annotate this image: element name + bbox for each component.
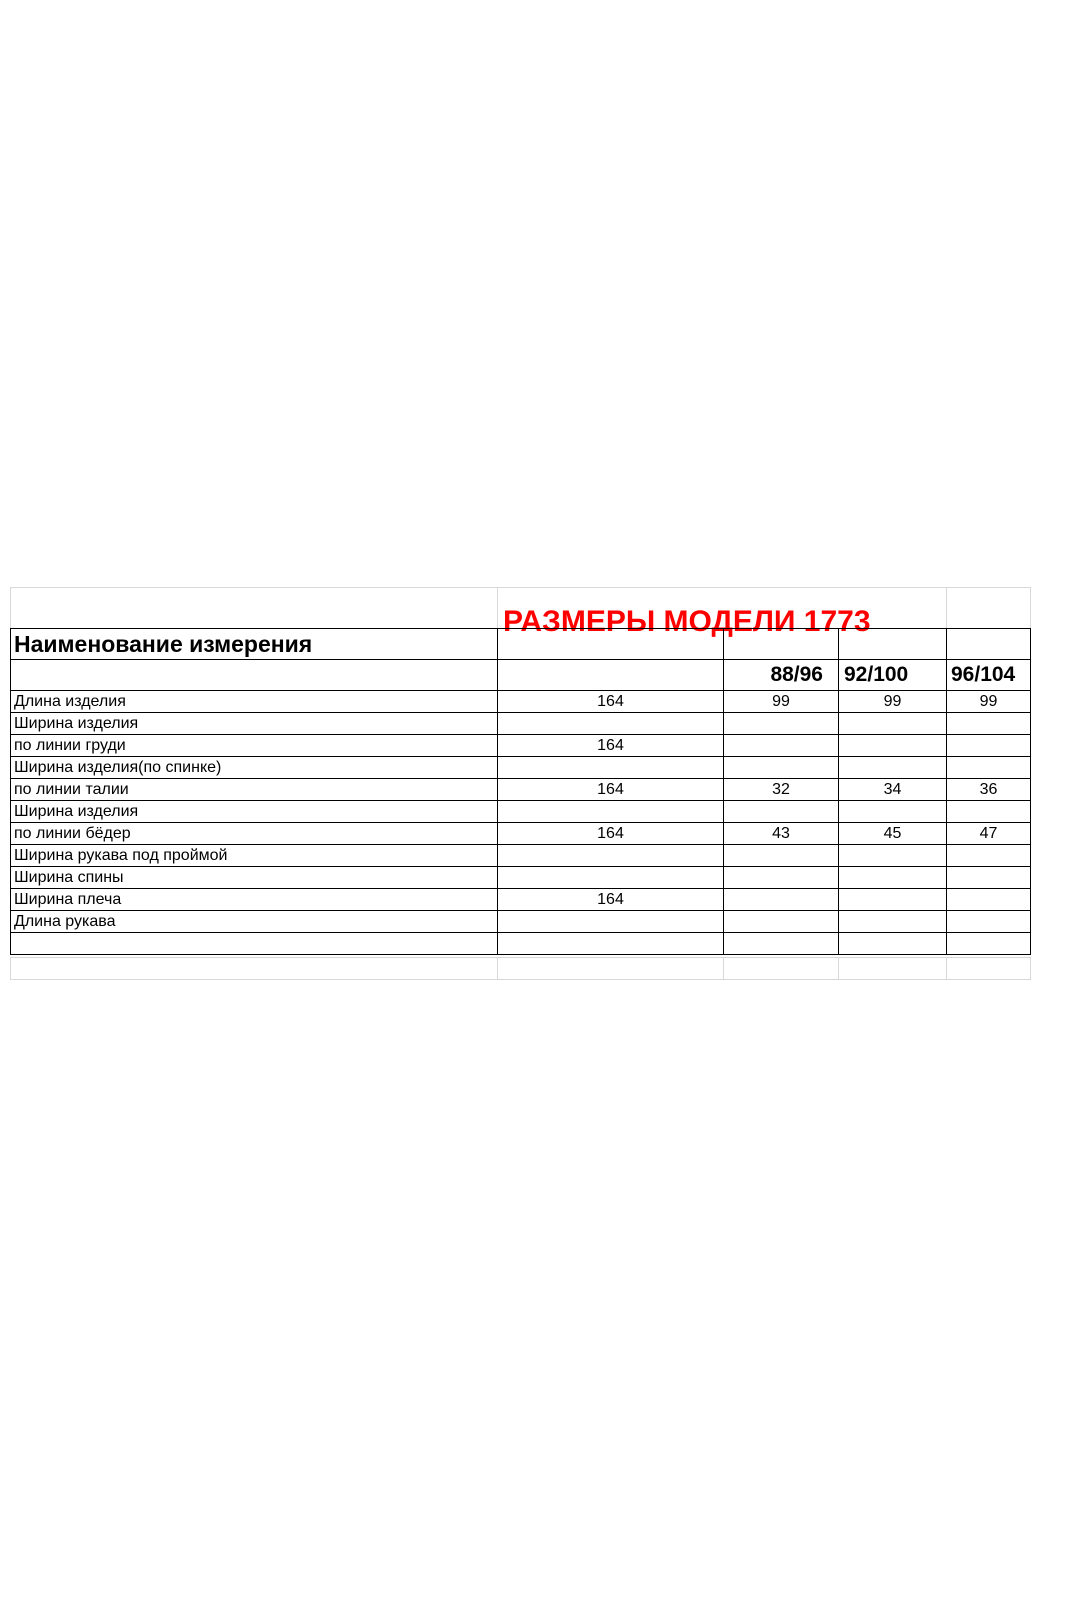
size-1-value — [724, 867, 839, 889]
size-3-value — [947, 735, 1031, 757]
height-value — [498, 867, 724, 889]
measurement-label — [11, 933, 498, 955]
size-3-value — [947, 933, 1031, 955]
size-2-value — [839, 889, 947, 911]
size-3-value — [947, 845, 1031, 867]
measurement-label: Длина изделия — [11, 691, 498, 713]
header-empty-cell — [724, 629, 839, 660]
measurement-label: Длина рукава — [11, 911, 498, 933]
size-3-value — [947, 911, 1031, 933]
table-row — [11, 933, 1031, 955]
height-value: 164 — [498, 823, 724, 845]
measurement-label: по линии талии — [11, 779, 498, 801]
height-value — [498, 801, 724, 823]
size-3-value: 36 — [947, 779, 1031, 801]
size-3-value — [947, 801, 1031, 823]
height-value: 164 — [498, 889, 724, 911]
header-empty-cell — [498, 660, 724, 691]
gridline-bottom-divider-1 — [497, 957, 498, 980]
size-2-value: 45 — [839, 823, 947, 845]
measurement-label: по линии бёдер — [11, 823, 498, 845]
size-header-2: 92/100 — [839, 660, 947, 691]
size-2-value — [839, 911, 947, 933]
size-table-title: РАЗМЕРЫ МОДЕЛИ 1773 — [503, 605, 871, 638]
height-value: 164 — [498, 779, 724, 801]
size-1-value: 32 — [724, 779, 839, 801]
height-value — [498, 911, 724, 933]
gridline-bottom-divider-2 — [723, 957, 724, 980]
gridline-title-divider-left — [497, 587, 498, 629]
height-value — [498, 845, 724, 867]
size-table — [10, 628, 1031, 955]
header-empty-cell — [11, 660, 498, 691]
size-3-value — [947, 889, 1031, 911]
table-row — [11, 779, 1031, 801]
measurement-label: Ширина изделия — [11, 801, 498, 823]
size-2-value — [839, 933, 947, 955]
height-value: 164 — [498, 735, 724, 757]
measurement-label: Ширина изделия — [11, 713, 498, 735]
size-1-value — [724, 911, 839, 933]
size-2-value: 34 — [839, 779, 947, 801]
size-1-value — [724, 845, 839, 867]
header-empty-cell — [498, 629, 724, 660]
header-row-1 — [11, 629, 1031, 660]
table-row — [11, 735, 1031, 757]
height-value — [498, 713, 724, 735]
height-value — [498, 757, 724, 779]
size-1-value — [724, 933, 839, 955]
header-empty-cell — [839, 629, 947, 660]
size-3-value — [947, 713, 1031, 735]
gridline-title-divider-right — [946, 587, 947, 629]
measurement-name-header: Наименование измерения — [11, 629, 498, 660]
size-header-1: 88/96 — [724, 660, 839, 691]
size-1-value — [724, 713, 839, 735]
size-2-value — [839, 757, 947, 779]
size-3-value: 47 — [947, 823, 1031, 845]
table-row — [11, 801, 1031, 823]
table-row — [11, 867, 1031, 889]
size-3-value: 99 — [947, 691, 1031, 713]
table-row — [11, 691, 1031, 713]
measurement-label: Ширина плеча — [11, 889, 498, 911]
size-3-value — [947, 867, 1031, 889]
height-value: 164 — [498, 691, 724, 713]
size-2-value — [839, 801, 947, 823]
size-2-value — [839, 735, 947, 757]
size-2-value — [839, 867, 947, 889]
size-3-value — [947, 757, 1031, 779]
table-row — [11, 911, 1031, 933]
size-1-value: 43 — [724, 823, 839, 845]
header-empty-cell — [947, 629, 1031, 660]
size-2-value: 99 — [839, 691, 947, 713]
table-row — [11, 823, 1031, 845]
size-2-value — [839, 713, 947, 735]
size-1-value — [724, 735, 839, 757]
gridline-bottom-divider-3 — [838, 957, 839, 980]
gridline-bottom-row — [10, 957, 1031, 980]
measurement-label: по линии груди — [11, 735, 498, 757]
table-row — [11, 757, 1031, 779]
table-row — [11, 889, 1031, 911]
gridline-bottom-divider-4 — [946, 957, 947, 980]
measurement-label: Ширина спины — [11, 867, 498, 889]
height-value — [498, 933, 724, 955]
size-1-value — [724, 757, 839, 779]
header-row-2 — [11, 660, 1031, 691]
size-1-value — [724, 801, 839, 823]
size-header-3: 96/104 — [947, 660, 1031, 691]
size-1-value — [724, 889, 839, 911]
size-2-value — [839, 845, 947, 867]
measurement-label: Ширина изделия(по спинке) — [11, 757, 498, 779]
size-1-value: 99 — [724, 691, 839, 713]
table-row — [11, 845, 1031, 867]
measurement-label: Ширина рукава под проймой — [11, 845, 498, 867]
table-row — [11, 713, 1031, 735]
